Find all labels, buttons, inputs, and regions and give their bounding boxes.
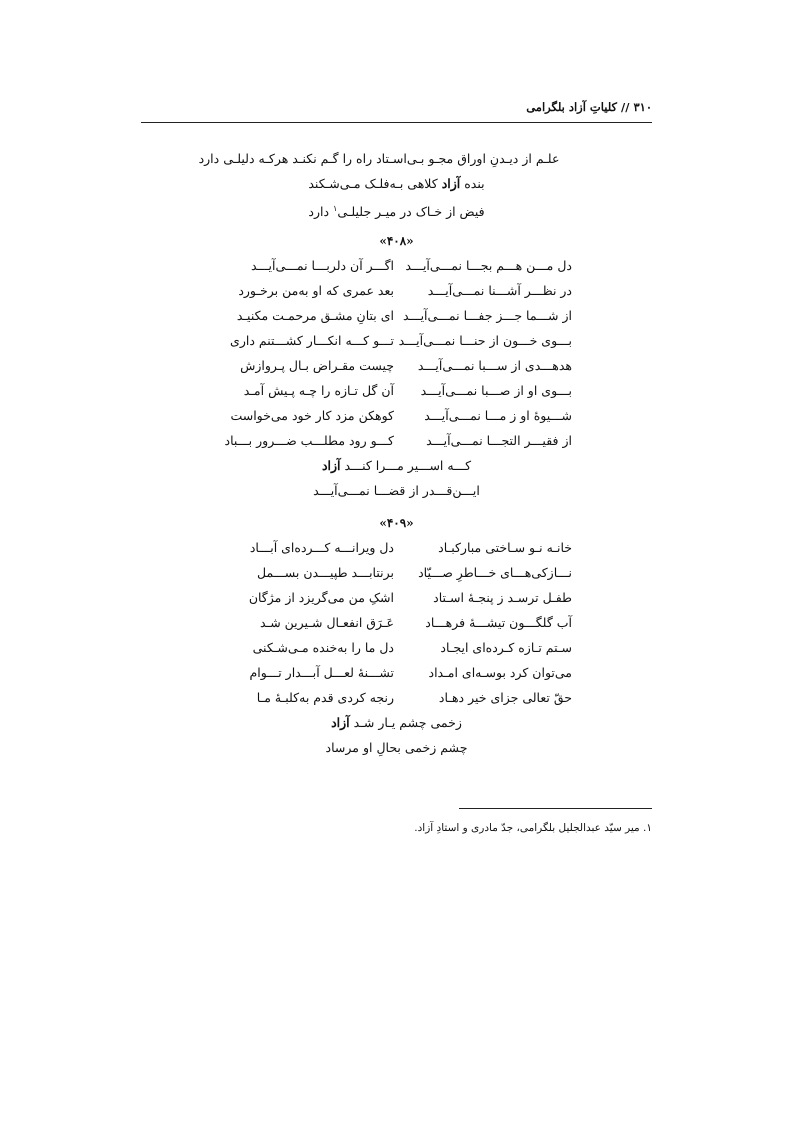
first-hemistich: تـــو کـــه انکـــار کشـــتنم داری xyxy=(230,333,394,348)
poem-408-final-line-2 xyxy=(141,478,652,503)
first-hemistich: عَـرَق انفعـال شـیرین شـد xyxy=(260,615,394,630)
couplet-row xyxy=(141,253,652,278)
takhallus-name: آزاد xyxy=(331,715,350,730)
couplet-row xyxy=(141,610,652,635)
final-line-part: ایـــن‌قـــدر از قضـــا نمـــی‌آیـــد xyxy=(313,483,480,498)
second-hemistich: خانـه نـو سـاختی مبارکبـاد xyxy=(438,540,572,555)
poem-number-409: «۴۰۹» xyxy=(379,516,414,530)
couplet-row xyxy=(141,685,652,710)
footnote-divider xyxy=(459,808,652,809)
poem-number-408: «۴۰۸» xyxy=(379,234,414,248)
running-head xyxy=(526,100,652,114)
page-number: ۳۱۰ xyxy=(633,100,652,114)
intro-takhallus-line xyxy=(141,171,652,196)
book-title: کلیاتِ آزاد بلگرامی xyxy=(526,100,618,114)
couplet-row xyxy=(141,560,652,585)
opening-line-text: علـم از دیـدنِ اوراق مجـو بـی‌اسـتاد راه را گـم نکنـد هرکـه دلیلـی دارد xyxy=(198,151,560,166)
couplet-row xyxy=(141,535,652,560)
poem-409-final-line-2 xyxy=(141,735,652,760)
couplet-row xyxy=(141,585,652,610)
second-hemistich: آب گلگـــون تیشـــهٔ فرهـــاد xyxy=(425,615,572,630)
intro-line-part: بنده xyxy=(464,176,485,191)
first-hemistich: دل ویرانـــه کـــرده‌ای آبـــاد xyxy=(249,540,394,555)
couplet-row xyxy=(141,635,652,660)
couplet-row xyxy=(141,328,652,353)
couplet-row xyxy=(141,428,652,453)
couplet-row xyxy=(141,353,652,378)
second-hemistich: دل مـــن هـــم بجـــا نمـــی‌آیـــد xyxy=(405,258,572,273)
first-hemistich: رنجه کردی قدم به‌کلبـهٔ مـا xyxy=(256,690,394,705)
second-hemistich: از فقیـــر التجـــا نمـــی‌آیـــد xyxy=(426,433,572,448)
first-hemistich: چیست مقـراض بـال پـروازش xyxy=(240,358,394,373)
first-hemistich: آن گل تـازه را چـه پـیش آمـد xyxy=(243,383,394,398)
couplet-row xyxy=(141,660,652,685)
second-hemistich: در نظـــر آشـــنا نمـــی‌آیـــد xyxy=(427,283,572,298)
intro-line-part: دارد xyxy=(308,204,330,220)
takhallus-name: آزاد xyxy=(321,458,341,473)
poem-408-couplets xyxy=(141,253,652,453)
first-hemistich: دل ما را به‌خنده مـی‌شـکنی xyxy=(252,640,394,655)
header-separator: // xyxy=(621,100,630,114)
intro-line-part: فیض از خـاک در میـر جلیلـی xyxy=(337,204,485,220)
final-line-part: کـــه اســـیر مـــرا کنـــد xyxy=(344,458,472,473)
final-line-part: چشم زخمی بحالِ او مرساد xyxy=(325,740,468,755)
first-hemistich: کـــو رود مطلـــب ضـــرور بـــباد xyxy=(224,433,394,448)
second-hemistich: حقّ تعالی جزای خیر دهـاد xyxy=(438,690,572,705)
poem-408-final-line-1 xyxy=(141,453,652,478)
intro-final-line xyxy=(141,196,652,221)
final-line-part: زخمی چشم یـار شـد xyxy=(353,715,462,730)
second-hemistich: شـــیوهٔ او ز مـــا نمـــی‌آیـــد xyxy=(424,408,572,423)
second-hemistich: هدهـــدی از ســـبا نمـــی‌آیـــد xyxy=(417,358,572,373)
second-hemistich: بـــوی او از صـــبا نمـــی‌آیـــد xyxy=(420,383,572,398)
footnote: ۱. میر سیّد عبدالجلیل بلگرامی، جدّ مادری و استادِ آزاد. xyxy=(414,822,652,834)
page-header xyxy=(141,98,652,123)
first-hemistich: اشکِ من می‌گریزد از مژگان xyxy=(248,590,394,605)
poem-409-couplets xyxy=(141,535,652,710)
first-hemistich: تشـــنهٔ لعـــل آبـــدار تـــوام xyxy=(249,665,394,680)
second-hemistich: سـتم تـازه کـرده‌ای ایجـاد xyxy=(440,640,572,655)
first-hemistich: برنتابـــد طپیـــدن بســـمل xyxy=(257,565,394,580)
couplet-row xyxy=(141,378,652,403)
second-hemistich: بـــوی خـــون از حنـــا نمـــی‌آیـــد xyxy=(398,333,572,348)
couplet-row xyxy=(141,303,652,328)
first-hemistich: بعد عمری که او به‌من برخـورد xyxy=(238,283,394,298)
second-hemistich: نـــازکی‌هـــای خـــاطرِ صـــیّاد xyxy=(418,565,572,580)
page-body xyxy=(141,146,652,760)
intro-line-part: کلاهی بـه‌فلـک مـی‌شـکند xyxy=(308,176,438,191)
second-hemistich: از شـــما جـــز جفـــا نمـــی‌آیـــد xyxy=(403,308,572,323)
second-hemistich: طفـل ترسـد ز پنجـهٔ اسـتاد xyxy=(433,590,572,605)
couplet-row xyxy=(141,403,652,428)
poem-409-final-line-1 xyxy=(141,710,652,735)
first-hemistich: کوهکن مزد کار خود می‌خواست xyxy=(230,408,394,423)
couplet-row xyxy=(141,278,652,303)
first-hemistich: ای بتانِ مشـق مرحمـت مکنیـد xyxy=(236,308,394,323)
footnote-marker[interactable]: ۱ xyxy=(333,204,338,213)
first-hemistich: اگـــر آن دلربـــا نمـــی‌آیـــد xyxy=(250,258,394,273)
takhallus-name: آزاد xyxy=(441,176,461,191)
second-hemistich: می‌توان کرد بوسـه‌ای امـداد xyxy=(428,665,572,680)
opening-couplet xyxy=(144,146,614,171)
